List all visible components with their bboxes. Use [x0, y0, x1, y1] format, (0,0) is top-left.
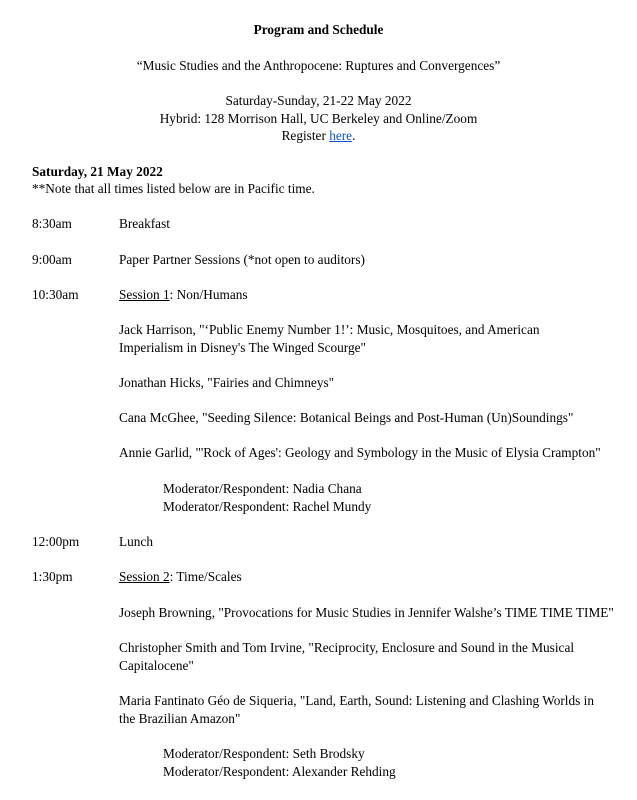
conference-location: Hybrid: 128 Morrison Hall, UC Berkeley and Online/Zoom [159, 111, 478, 126]
paper-item: Jack Harrison, "‘Public Enemy Number 1!’: Music, Mosquitoes, and American [119, 322, 540, 337]
paper-item: Christopher Smith and Tom Irvine, "Reciprocity, Enclosure and Sound in the Musical [119, 640, 575, 655]
schedule-item-lunch: Lunch [119, 534, 153, 549]
paper-item-continued: Capitalocene" [119, 658, 194, 673]
session-2-title: : Time/Scales [169, 569, 242, 584]
session-1-link[interactable]: Session 1 [119, 287, 170, 302]
session-1-title: : Non/Humans [169, 287, 248, 302]
page-title: Program and Schedule [253, 22, 384, 37]
conference-dates: Saturday-Sunday, 21-22 May 2022 [225, 93, 412, 108]
timezone-note: **Note that all times listed below are in Pacific time. [32, 181, 315, 196]
schedule-item-breakfast: Breakfast [119, 216, 170, 231]
schedule-time: 1:30pm [32, 569, 73, 584]
moderator-item: Moderator/Respondent: Nadia Chana [163, 481, 362, 496]
paper-item: Joseph Browning, "Provocations for Music Studies in Jennifer Walshe’s TIME TIME TIME" [119, 605, 614, 620]
register-prefix: Register [281, 128, 330, 143]
schedule-time: 8:30am [32, 216, 72, 231]
session-2-link[interactable]: Session 2 [119, 569, 170, 584]
schedule-time: 12:00pm [32, 534, 80, 549]
register-suffix: . [352, 128, 356, 143]
conference-title: “Music Studies and the Anthropocene: Ruptures and Convergences” [136, 58, 501, 73]
paper-item: Jonathan Hicks, "Fairies and Chimneys" [119, 375, 335, 390]
register-line [0, 127, 637, 145]
schedule-item-paper-partner: Paper Partner Sessions (*not open to auditors) [119, 252, 365, 267]
session-2-heading [119, 568, 242, 586]
schedule-time: 10:30am [32, 287, 79, 302]
paper-item: Maria Fantinato Géo de Siqueria, "Land, Earth, Sound: Listening and Clashing Worlds in [119, 693, 594, 708]
schedule-time: 9:00am [32, 252, 72, 267]
paper-item: Annie Garlid, "'Rock of Ages': Geology and Symbology in the Music of Elysia Crampton" [119, 445, 601, 460]
day-heading: Saturday, 21 May 2022 [32, 164, 163, 179]
register-link[interactable]: here [329, 128, 353, 143]
paper-item: Cana McGhee, "Seeding Silence: Botanical Beings and Post-Human (Un)Soundings" [119, 410, 574, 425]
moderator-item: Moderator/Respondent: Alexander Rehding [163, 764, 396, 779]
session-1-heading [119, 286, 248, 304]
paper-item-continued: the Brazilian Amazon" [119, 711, 241, 726]
moderator-item: Moderator/Respondent: Rachel Mundy [163, 499, 372, 514]
moderator-item: Moderator/Respondent: Seth Brodsky [163, 746, 365, 761]
paper-item-continued: Imperialism in Disney's The Winged Scourge" [119, 340, 366, 355]
